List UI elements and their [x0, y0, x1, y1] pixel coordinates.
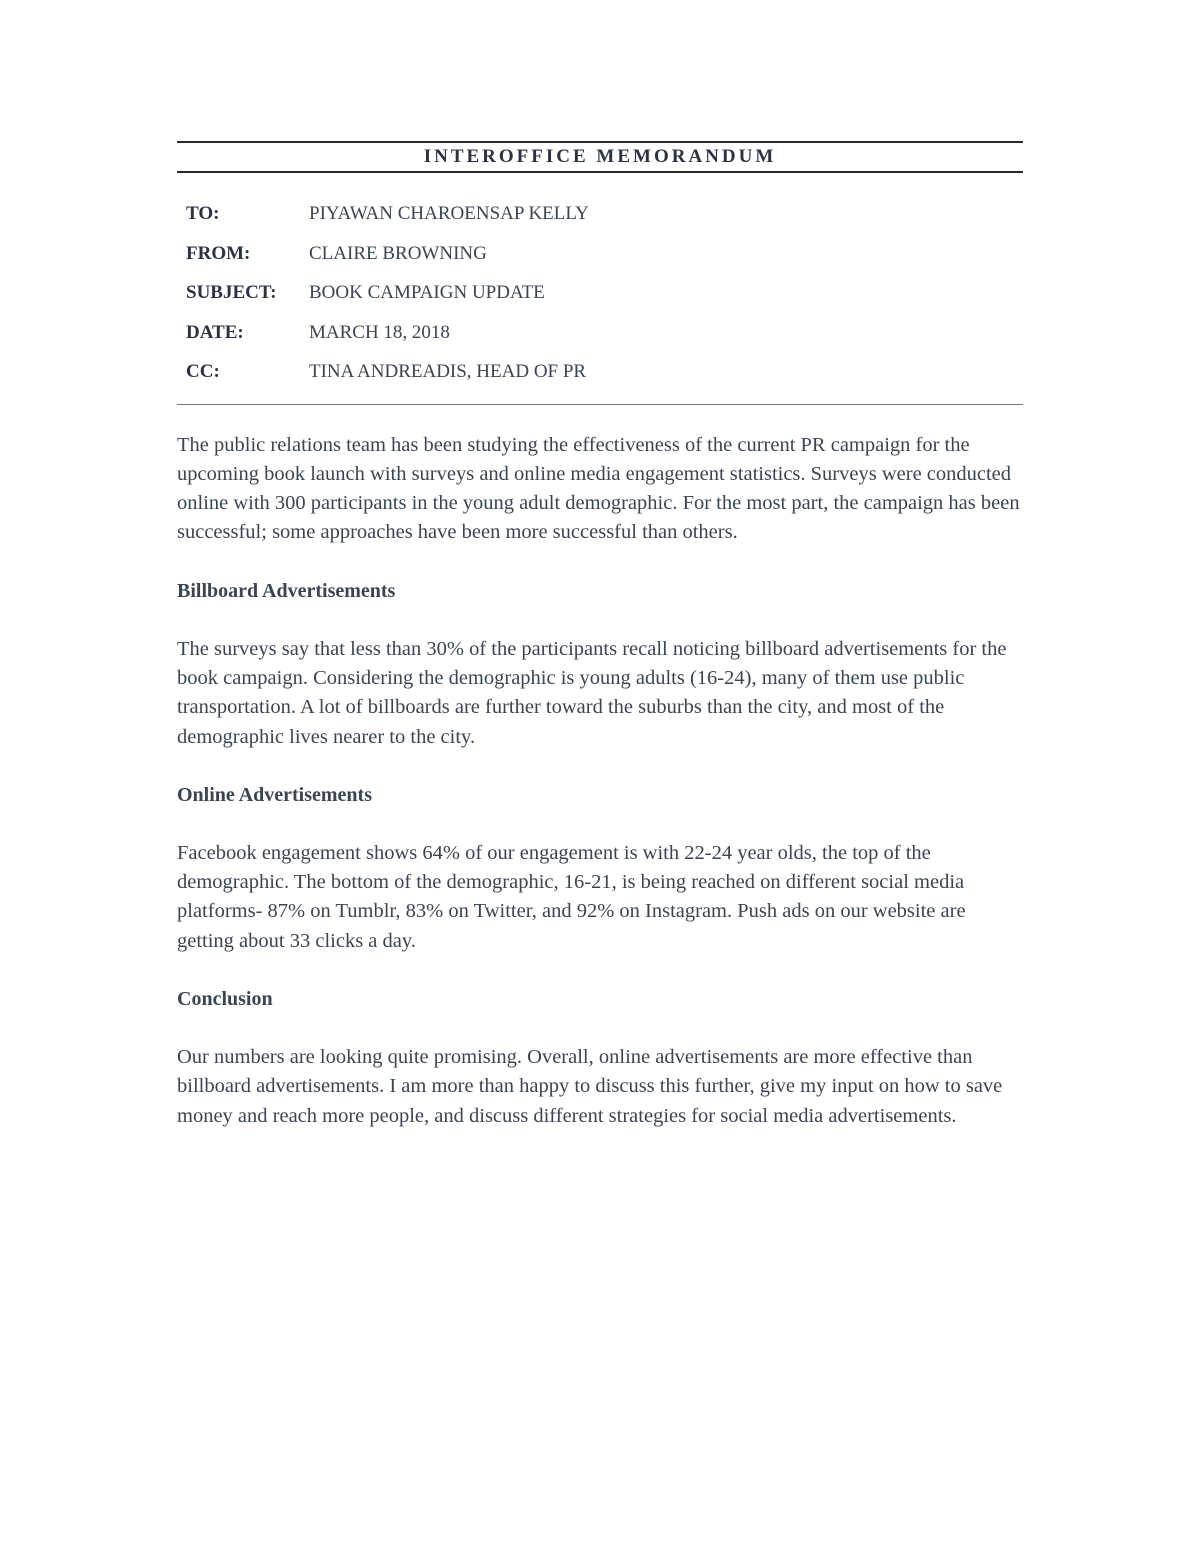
memo — [177, 141, 1023, 1131]
header-divider — [177, 404, 1023, 405]
header-value: PIYAWAN CHAROENSAP KELLY — [309, 203, 589, 224]
header-value: TINA ANDREADIS, HEAD OF PR — [309, 361, 587, 382]
header-label: FROM: — [186, 242, 251, 264]
header-row-from — [177, 241, 1023, 281]
header-row-cc — [177, 359, 1023, 399]
header-row-date — [177, 320, 1023, 360]
header-label: SUBJECT: — [186, 282, 277, 303]
intro-paragraph: The public relations team has been studying the effectiveness of the current PR campaign for the upcoming book launch with surveys and online media engagement statistics. Surveys were conducted online with 300 participants in the young adult demographic. For the most part, the campaign has been successful; some approaches have been more successful than others. — [177, 433, 1020, 544]
header-value: MARCH 18, 2018 — [309, 321, 450, 343]
header-row-subject — [177, 280, 1023, 320]
header-row-to — [177, 201, 1023, 241]
header-label: DATE: — [186, 321, 244, 343]
section-text-conclusion: Our numbers are looking quite promising. Overall, online advertisements are more effective than billboard advertisements. I am more than happy to discuss this further, give my input on how to save money and reach more people, and discuss different strategies for social media advertisements. — [177, 1046, 1003, 1127]
title-rule — [177, 171, 1023, 173]
section-heading-online: Online Advertisements — [177, 783, 372, 806]
section-text-billboard: The surveys say that less than 30% of the participants recall noticing billboard advertisements for the book campaign. Considering the demographic is young adults (16-24), many of them use public transportation. A lot of billboards are further toward the suburbs than the city, and most of the demographic lives nearer to the city. — [177, 637, 1007, 748]
header-value: BOOK CAMPAIGN UPDATE — [309, 282, 545, 303]
section-heading-conclusion: Conclusion — [177, 988, 273, 1011]
memo-title: INTEROFFICE MEMORANDUM — [423, 146, 777, 167]
section-heading-billboard: Billboard Advertisements — [177, 579, 396, 602]
memo-header — [177, 201, 1023, 399]
header-label: TO: — [186, 203, 220, 224]
section-text-online: Facebook engagement shows 64% of our engagement is with 22-24 year olds, the top of the demographic. The bottom of the demographic, 16-21, is being reached on different social media platforms- 87% on Tumblr, 83% on Twitter, and 92% on Instagram. Push ads on our website are getting about 33 clicks a day. — [177, 841, 966, 952]
header-value: CLAIRE BROWNING — [309, 242, 487, 264]
header-label: CC: — [186, 361, 220, 382]
